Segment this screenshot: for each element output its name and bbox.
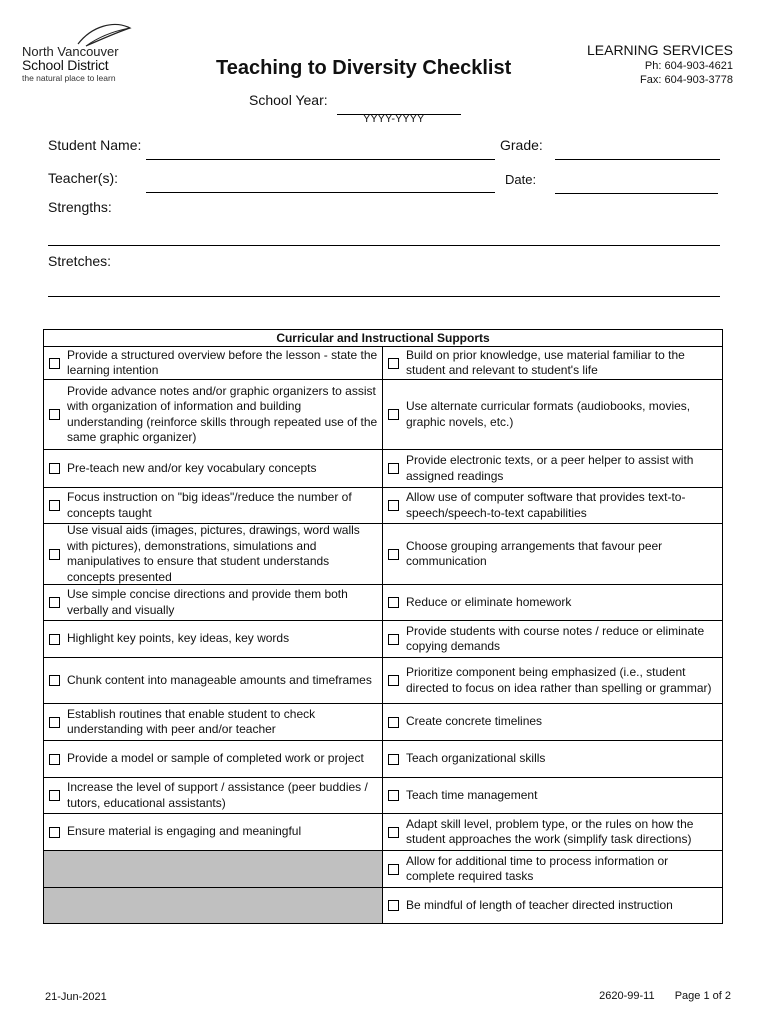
shaded-empty-cell (44, 851, 383, 887)
item-text: Be mindful of length of teacher directed instruction (406, 897, 673, 912)
item-text: Focus instruction on "big ideas"/reduce the number of concepts taught (67, 490, 352, 520)
table-cell (383, 450, 722, 487)
table-cell (383, 741, 722, 777)
checkbox[interactable] (388, 675, 399, 686)
table-cell (383, 524, 722, 584)
table-cell (44, 778, 383, 813)
checkbox[interactable] (49, 597, 60, 608)
table-row (44, 524, 722, 585)
stretches-field[interactable] (48, 296, 720, 297)
phone-number: Ph: 604-903-4621 (644, 60, 733, 72)
item-text: Allow use of computer software that provides text-to-speech/speech-to-text capabilities (406, 490, 686, 520)
checkbox[interactable] (388, 463, 399, 474)
table-header: Curricular and Instructional Supports (44, 330, 722, 347)
student-name-label: Student Name: (48, 137, 142, 153)
item-text: Reduce or eliminate homework (406, 594, 572, 609)
table-cell (383, 347, 722, 379)
table-row (44, 585, 722, 621)
item-text: Create concrete timelines (406, 714, 543, 729)
footer-date: 21-Jun-2021 (45, 991, 107, 1003)
table-cell (44, 814, 383, 850)
item-text: Allow for additional time to process information or complete required tasks (406, 853, 669, 883)
table-cell (44, 741, 383, 777)
table-cell (383, 488, 722, 523)
grade-label: Grade: (500, 137, 543, 153)
school-year-label: School Year: (249, 92, 328, 108)
table-cell (383, 778, 722, 813)
item-text: Increase the level of support / assistance (peer buddies / tutors, educational assistants) (67, 780, 368, 810)
item-text: Provide advance notes and/or graphic organizers to assist with organization of information and building understanding (reinforce skills through repeated use of the same graphic organizer) (67, 383, 378, 444)
student-name-field[interactable] (146, 159, 495, 160)
district-logo (22, 22, 142, 84)
table-row (44, 888, 722, 923)
stretches-label: Stretches: (48, 253, 112, 269)
table-cell (44, 658, 383, 703)
checkbox[interactable] (49, 827, 60, 838)
checkbox[interactable] (49, 358, 60, 369)
item-text: Chunk content into manageable amounts and timeframes (67, 672, 372, 687)
table-cell (383, 585, 722, 620)
item-text: Teach organizational skills (406, 751, 546, 766)
footer-info (599, 990, 731, 1002)
checkbox[interactable] (388, 900, 399, 911)
table-cell (383, 380, 722, 449)
table-cell (383, 621, 722, 657)
table-row (44, 380, 722, 450)
item-text: Use visual aids (images, pictures, drawings, word walls with pictures), demonstrations, simulations and manipulatives to ensure that student understands concepts presented (67, 523, 360, 584)
department-name: LEARNING SERVICES (586, 42, 733, 58)
item-text: Pre-teach new and/or key vocabulary concepts (67, 460, 317, 475)
date-label: Date: (505, 172, 537, 187)
checkbox[interactable] (49, 675, 60, 686)
table-cell (44, 704, 383, 740)
checkbox[interactable] (49, 634, 60, 645)
supports-table (43, 329, 723, 924)
checkbox[interactable] (388, 634, 399, 645)
checkbox[interactable] (49, 409, 60, 420)
table-cell (44, 488, 383, 523)
checkbox[interactable] (49, 717, 60, 728)
item-text: Provide a model or sample of completed work or project (67, 751, 364, 766)
checkbox[interactable] (388, 500, 399, 511)
table-row (44, 778, 722, 814)
table-row (44, 621, 722, 658)
checkbox[interactable] (388, 358, 399, 369)
checkbox[interactable] (388, 409, 399, 420)
form-number: 2620-99-11 (599, 990, 655, 1002)
item-text: Prioritize component being emphasized (i.e., student directed to focus on idea rather than spelling or grammar) (406, 665, 712, 695)
checkbox[interactable] (49, 463, 60, 474)
school-year-placeholder: YYYY-YYYY (363, 113, 425, 125)
item-text: Use alternate curricular formats (audiobooks, movies, graphic novels, etc.) (406, 399, 691, 429)
table-row (44, 851, 722, 888)
checkbox[interactable] (388, 549, 399, 560)
table-row (44, 488, 722, 524)
item-text: Establish routines that enable student to check understanding with peer and/or teacher (67, 706, 316, 736)
table-cell (383, 851, 722, 887)
item-text: Provide electronic texts, or a peer helper to assist with assigned readings (406, 453, 694, 483)
item-text: Highlight key points, key ideas, key words (67, 631, 290, 646)
item-text: Provide students with course notes / reduce or eliminate copying demands (406, 623, 705, 653)
logo-line-2: School District (22, 57, 109, 73)
checkbox[interactable] (388, 790, 399, 801)
table-row (44, 814, 722, 851)
table-row (44, 658, 722, 704)
table-cell (383, 658, 722, 703)
table-cell (44, 524, 383, 584)
checkbox[interactable] (49, 500, 60, 511)
item-text: Teach time management (406, 787, 538, 802)
checkbox[interactable] (49, 549, 60, 560)
date-field[interactable] (555, 193, 718, 194)
teachers-label: Teacher(s): (48, 170, 119, 186)
checkbox[interactable] (388, 827, 399, 838)
item-text: Choose grouping arrangements that favour peer communication (406, 538, 663, 568)
page-indicator: Page 1 of 2 (674, 990, 731, 1002)
item-text: Adapt skill level, problem type, or the rules on how the student approaches the work (simplify task directions) (406, 816, 694, 846)
checkbox[interactable] (49, 790, 60, 801)
checkbox[interactable] (388, 597, 399, 608)
fax-number: Fax: 604-903-3778 (640, 74, 733, 86)
table-row (44, 704, 722, 741)
table-cell (44, 621, 383, 657)
table-row (44, 347, 722, 380)
item-text: Provide a structured overview before the lesson - state the learning intention (67, 347, 378, 377)
table-cell (383, 704, 722, 740)
logo-tagline: the natural place to learn (22, 73, 116, 83)
shaded-empty-cell (44, 888, 383, 923)
table-cell (383, 888, 722, 923)
table-row (44, 450, 722, 488)
checkbox[interactable] (388, 864, 399, 875)
strengths-field[interactable] (48, 245, 720, 246)
grade-field[interactable] (555, 159, 720, 160)
item-text: Build on prior knowledge, use material familiar to the student and relevant to student's life (406, 347, 685, 377)
checkbox[interactable] (388, 754, 399, 765)
table-cell (44, 380, 383, 449)
teachers-field[interactable] (146, 192, 495, 193)
checkbox[interactable] (49, 754, 60, 765)
logo-line-1: North Vancouver (22, 44, 119, 59)
checkbox[interactable] (388, 717, 399, 728)
table-row (44, 741, 722, 778)
item-text: Ensure material is engaging and meaningful (67, 824, 302, 839)
strengths-label: Strengths: (48, 199, 112, 215)
item-text: Use simple concise directions and provide them both verbally and visually (67, 587, 348, 617)
table-cell (44, 347, 383, 379)
page-title: Teaching to Diversity Checklist (216, 57, 512, 79)
table-cell (44, 450, 383, 487)
table-cell (44, 585, 383, 620)
table-cell (383, 814, 722, 850)
